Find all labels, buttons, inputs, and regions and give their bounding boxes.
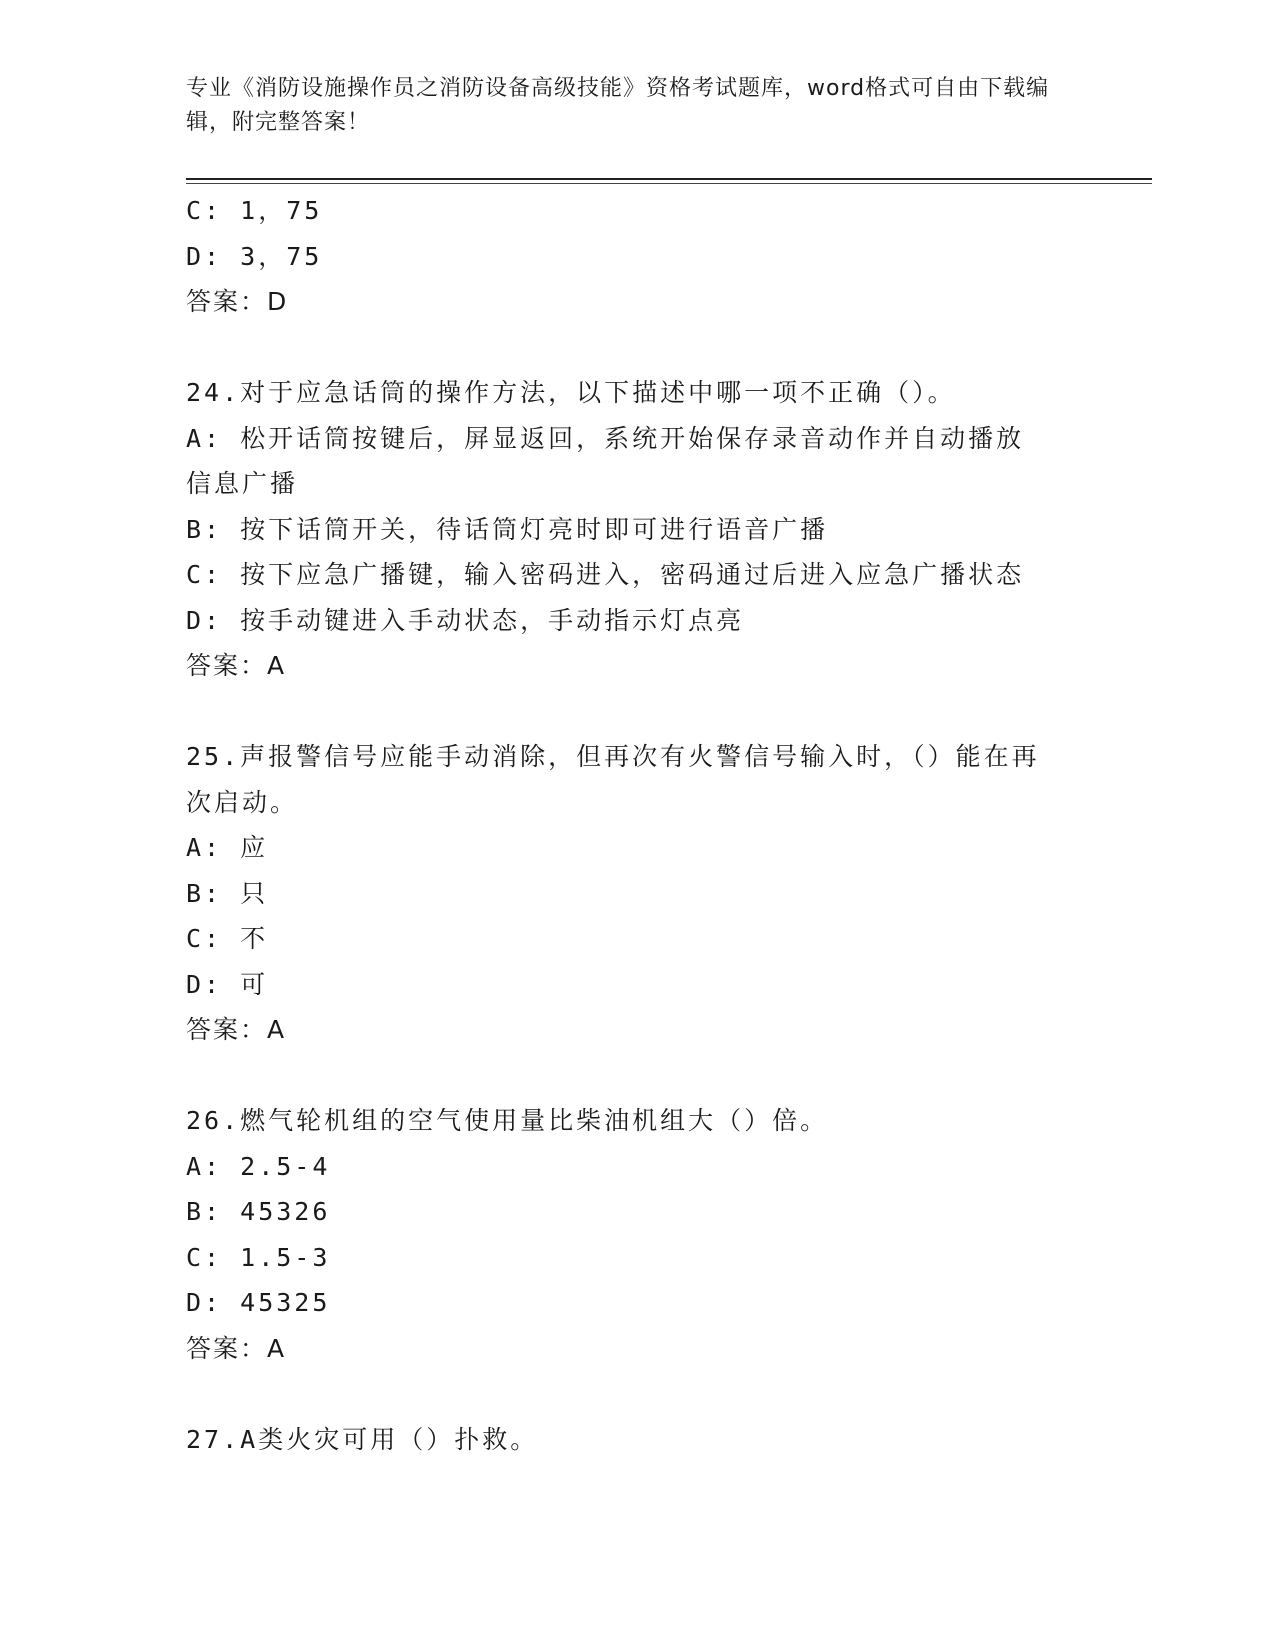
question-stem: 24.对于应急话筒的操作方法，以下描述中哪一项不正确（）。 <box>186 378 956 407</box>
question-stem: 27.A类火灾可用（）扑救。 <box>186 1424 539 1454</box>
spacer <box>186 1371 1086 1417</box>
answer-line: 答案：D <box>186 287 289 316</box>
option-a: A: 2.5-4 <box>186 1151 331 1181</box>
spacer <box>186 1053 1086 1099</box>
option-d: D: 可 <box>186 969 269 999</box>
answer-line: 答案：A <box>186 1333 287 1363</box>
option-c: C: 按下应急广播键，输入密码进入，密码通过后进入应急广播状态 <box>186 560 1025 589</box>
header-divider-thin <box>186 183 1152 184</box>
question-23-continuation <box>186 188 1086 325</box>
option-d: D: 按手动键进入手动状态，手动指示灯点亮 <box>186 605 745 635</box>
answer-line: 答案：A <box>186 1015 287 1044</box>
question-stem: 25.声报警信号应能手动消除，但再次有火警信号输入时，（）能在再次启动。 <box>186 742 1040 817</box>
question-25 <box>186 734 1086 1053</box>
header-divider-thick <box>186 178 1152 180</box>
question-27 <box>186 1417 1086 1463</box>
option-a: A: 松开话筒按键后，屏显返回，系统开始保存录音动作并自动播放信息广播 <box>186 423 1025 498</box>
option-a: A: 应 <box>186 833 269 862</box>
option-c: C: 1.5-3 <box>186 1242 331 1272</box>
document-header: 专业《消防设施操作员之消防设备高级技能》资格考试题库，word格式可自由下载编辑，附完整答案！ <box>186 76 1050 135</box>
answer-line: 答案：A <box>186 651 287 680</box>
question-26 <box>186 1098 1086 1371</box>
option-b: B: 按下话筒开关，待话筒灯亮时即可进行语音广播 <box>186 514 829 544</box>
option-c: C: 不 <box>186 924 269 953</box>
option-b: B: 45326 <box>186 1197 331 1226</box>
spacer <box>186 689 1086 735</box>
question-stem: 26.燃气轮机组的空气使用量比柴油机组大（）倍。 <box>186 1106 829 1135</box>
option-b: B: 只 <box>186 878 269 908</box>
option-c: C: 1，75 <box>186 196 323 225</box>
question-24 <box>186 370 1086 689</box>
spacer <box>186 325 1086 371</box>
option-d: D: 45325 <box>186 1288 331 1317</box>
question-content <box>186 188 1086 1462</box>
option-d: D: 3，75 <box>186 241 323 271</box>
